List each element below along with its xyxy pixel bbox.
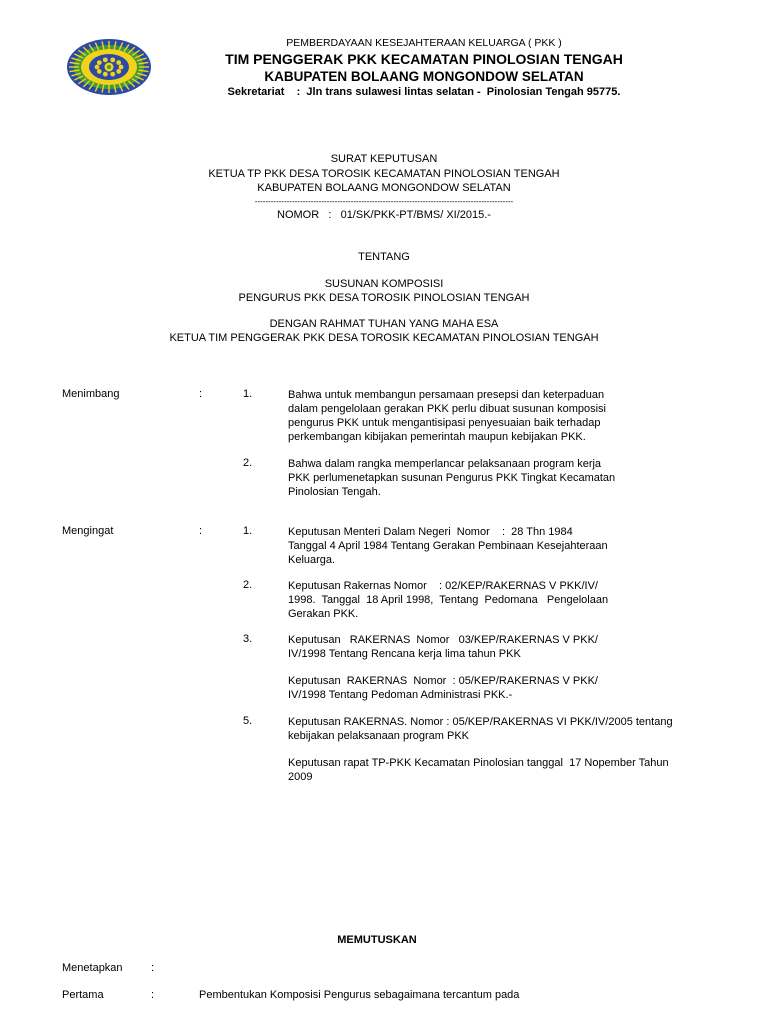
mengingat-label: Mengingat — [62, 525, 114, 537]
menimbang-item-1-number: 1. — [243, 388, 253, 400]
decree-line-2: KABUPATEN BOLAANG MONGONDOW SELATAN — [257, 182, 511, 194]
menimbang-colon: : — [199, 388, 203, 400]
pertama-text: Pembentukan Komposisi Pengurus sebagaimana tercantum pada — [199, 989, 520, 1001]
decree-number: NOMOR : 01/SK/PKK-PT/BMS/ XI/2015.- — [277, 209, 491, 221]
text-line: kebijakan pelaksanaan program PKK — [288, 730, 470, 742]
text-line: perkembangan kibijakan pemerintah maupun kebijakan PKK. — [288, 431, 586, 443]
text-line: Bahwa dalam rangka memperlancar pelaksanaan program kerja — [288, 458, 602, 470]
topic-line-1: SUSUNAN KOMPOSISI — [324, 278, 444, 290]
text-line: Keluarga. — [288, 554, 336, 566]
text-line: pengurus PKK untuk mengantisipasi penyesuaian baik terhadap — [288, 417, 601, 429]
mengingat-item-6-text — [288, 756, 728, 784]
text-line: Bahwa untuk membangun persamaan presepsi dan keterpaduan — [288, 389, 605, 401]
mengingat-item-5-text — [288, 715, 728, 743]
about-heading: TENTANG — [358, 251, 410, 263]
mengingat-item-1-text — [288, 525, 670, 567]
decision-heading: MEMUTUSKAN — [337, 934, 417, 946]
blessing-line-2: KETUA TIM PENGGERAK PKK DESA TOROSIK KECAMATAN PINOLOSIAN TENGAH — [169, 332, 599, 344]
text-line: Tanggal 4 April 1984 Tentang Gerakan Pembinaan Kesejahteraan — [288, 540, 608, 552]
text-line: PKK perlumenetapkan susunan Pengurus PKK Tingkat Kecamatan — [288, 472, 616, 484]
letterhead-subtitle: KABUPATEN BOLAANG MONGONDOW SELATAN — [264, 69, 584, 84]
text-line: dalam pengelolaan gerakan PKK perlu dibuat susunan komposisi — [288, 403, 606, 415]
decree-line-1: KETUA TP PKK DESA TOROSIK KECAMATAN PINOLOSIAN TENGAH — [208, 168, 560, 180]
topic-line-2: PENGURUS PKK DESA TOROSIK PINOLOSIAN TENGAH — [238, 292, 530, 304]
decree-heading: SURAT KEPUTUSAN — [330, 153, 438, 165]
text-line: IV/1998 Tentang Rencana kerja lima tahun PKK — [288, 648, 521, 660]
text-line: 2009 — [288, 771, 313, 783]
mengingat-colon: : — [199, 525, 203, 537]
pertama-colon: : — [151, 989, 155, 1001]
text-line: Keputusan rapat TP-PKK Kecamatan Pinolosian tanggal 17 Nopember Tahun — [288, 757, 669, 769]
mengingat-item-2-text — [288, 579, 670, 621]
org-line: PEMBERDAYAAN KESEJAHTERAAN KELUARGA ( PKK ) — [286, 37, 562, 49]
mengingat-item-5-number: 5. — [243, 715, 253, 727]
menimbang-item-2-text — [288, 457, 670, 499]
dash-separator: ------------------------------------------------------------------------------------------------- — [254, 197, 514, 206]
mengingat-item-3-number: 3. — [243, 633, 253, 645]
text-line: Keputusan Rakernas Nomor : 02/KEP/RAKERNAS V PKK/IV/ — [288, 580, 598, 592]
menetapkan-colon: : — [151, 962, 155, 974]
text-line: 1998. Tanggal 18 April 1998, Tentang Pedomana Pengelolaan — [288, 594, 609, 606]
mengingat-item-1-number: 1. — [243, 525, 253, 537]
text-line: IV/1998 Tentang Pedoman Administrasi PKK.- — [288, 689, 513, 701]
menimbang-label: Menimbang — [62, 388, 120, 400]
blessing-line-1: DENGAN RAHMAT TUHAN YANG MAHA ESA — [269, 318, 499, 330]
text-line: Keputusan RAKERNAS Nomor 03/KEP/RAKERNAS V PKK/ — [288, 634, 598, 646]
pertama-label: Pertama — [62, 989, 104, 1001]
menetapkan-label: Menetapkan — [62, 962, 123, 974]
letterhead-title: TIM PENGGERAK PKK KECAMATAN PINOLOSIAN TENGAH — [225, 51, 623, 67]
menimbang-item-1-text — [288, 388, 670, 444]
text-line: Keputusan RAKERNAS. Nomor : 05/KEP/RAKERNAS VI PKK/IV/2005 tentang — [288, 716, 673, 728]
mengingat-item-4-text — [288, 674, 670, 702]
text-line: Keputusan RAKERNAS Nomor : 05/KEP/RAKERNAS V PKK/ — [288, 675, 598, 687]
text-line: Pinolosian Tengah. — [288, 486, 381, 498]
text-line: Keputusan Menteri Dalam Negeri Nomor : 28 Thn 1984 — [288, 526, 573, 538]
menimbang-item-2-number: 2. — [243, 457, 253, 469]
mengingat-item-2-number: 2. — [243, 579, 253, 591]
letterhead-address: Sekretariat : Jln trans sulawesi lintas selatan - Pinolosian Tengah 95775. — [227, 86, 621, 98]
mengingat-item-3-text — [288, 633, 670, 661]
text-line: Gerakan PKK. — [288, 608, 359, 620]
